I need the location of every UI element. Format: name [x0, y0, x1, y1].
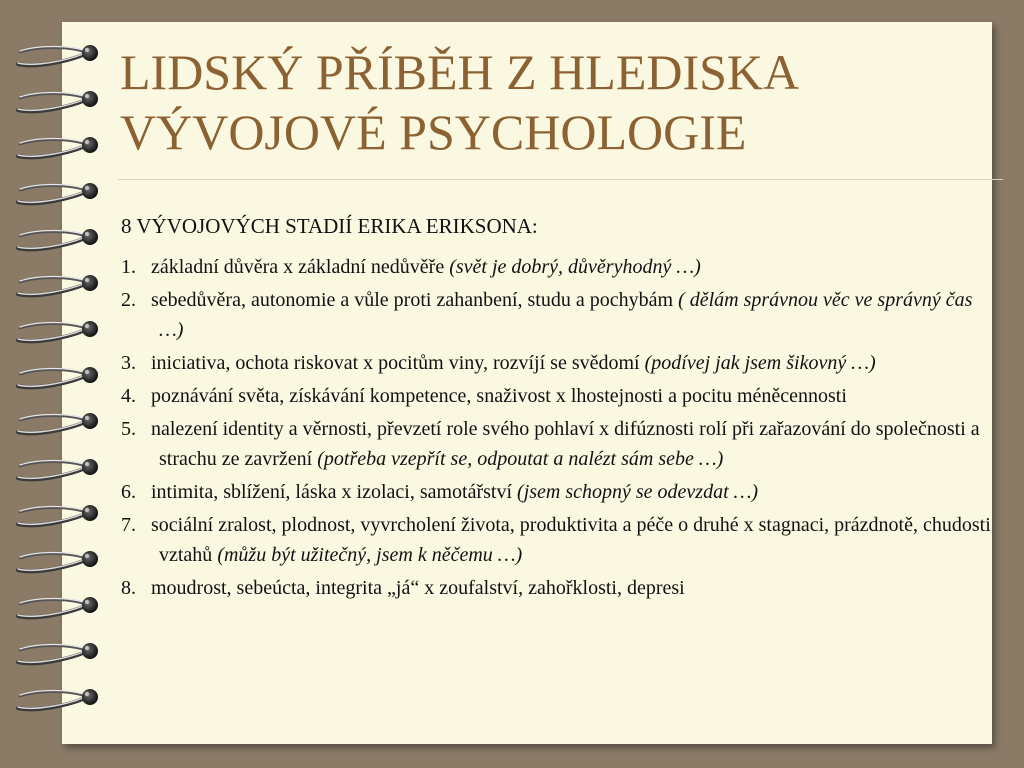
stage-number: 3. [121, 352, 136, 374]
slide-title [120, 42, 1000, 162]
binding-ring [14, 314, 104, 350]
list-item [121, 573, 991, 603]
binding-ring [14, 268, 104, 304]
stage-note: (jsem schopný se odevzdat …) [517, 481, 759, 503]
stage-text: poznávání světa, získávání kompetence, snaživost x lhostejnosti a pocitu méněcennosti [151, 385, 847, 407]
binding-ring [14, 130, 104, 166]
stage-text: základní důvěra x základní nedůvěře [151, 256, 450, 278]
stage-note: ( dělám správnou věc ve správný čas …) [159, 289, 973, 341]
stage-note: (svět je dobrý, důvěryhodný …) [449, 256, 701, 278]
binding-ring [14, 452, 104, 488]
list-item [121, 381, 991, 411]
stage-number: 8. [121, 577, 136, 599]
binding-ring [14, 590, 104, 626]
stage-number: 4. [121, 385, 136, 407]
list-item [121, 252, 991, 282]
section-heading: 8 VÝVOJOVÝCH STADIÍ ERIKA ERIKSONA: [121, 214, 538, 238]
stage-text: sociální zralost, plodnost, vyvrcholení života, produktivita a péče o druhé x stagnaci, prázdnotě, chudosti vztahů [151, 514, 991, 566]
binding-ring [14, 222, 104, 258]
stage-note: (můžu být užitečný, jsem k něčemu …) [217, 544, 523, 566]
binding-ring [14, 544, 104, 580]
slide-title-line-1: LIDSKÝ PŘÍBĚH Z HLEDISKA [120, 44, 800, 100]
stage-number: 1. [121, 256, 136, 278]
stage-text: sebedůvěra, autonomie a vůle proti zahanbení, studu a pochybám [151, 289, 679, 311]
stage-text: iniciativa, ochota riskovat x pocitům viny, rozvíjí se svědomí [151, 352, 645, 374]
list-item [121, 348, 991, 378]
stage-number: 2. [121, 289, 136, 311]
binding-ring [14, 406, 104, 442]
stage-note: (podívej jak jsem šikovný …) [644, 352, 876, 374]
stage-number: 5. [121, 418, 136, 440]
binding-ring [14, 498, 104, 534]
list-item [121, 477, 991, 507]
stage-note: (potřeba vzepřít se, odpoutat a nalézt sám sebe …) [317, 448, 724, 470]
stage-text: moudrost, sebeúcta, integrita „já“ x zoufalství, zahořklosti, depresi [151, 577, 685, 599]
binding-ring [14, 176, 104, 212]
binding-ring [14, 636, 104, 672]
binding-ring [14, 360, 104, 396]
binding-ring [14, 84, 104, 120]
binding-ring [14, 682, 104, 718]
stage-text: nalezení identity a věrnosti, převzetí role svého pohlaví x difúznosti rolí při zařazování do společnosti a strachu ze zavržení [151, 418, 980, 470]
stage-number: 6. [121, 481, 136, 503]
list-item [121, 414, 991, 474]
binding-ring [14, 38, 104, 74]
title-divider [118, 179, 1003, 180]
list-item [121, 510, 991, 570]
stages-list [121, 252, 991, 606]
list-item [121, 285, 991, 345]
stage-text: intimita, sblížení, láska x izolaci, samotářství [151, 481, 518, 503]
stage-number: 7. [121, 514, 136, 536]
slide-title-line-2: VÝVOJOVÉ PSYCHOLOGIE [120, 104, 747, 160]
